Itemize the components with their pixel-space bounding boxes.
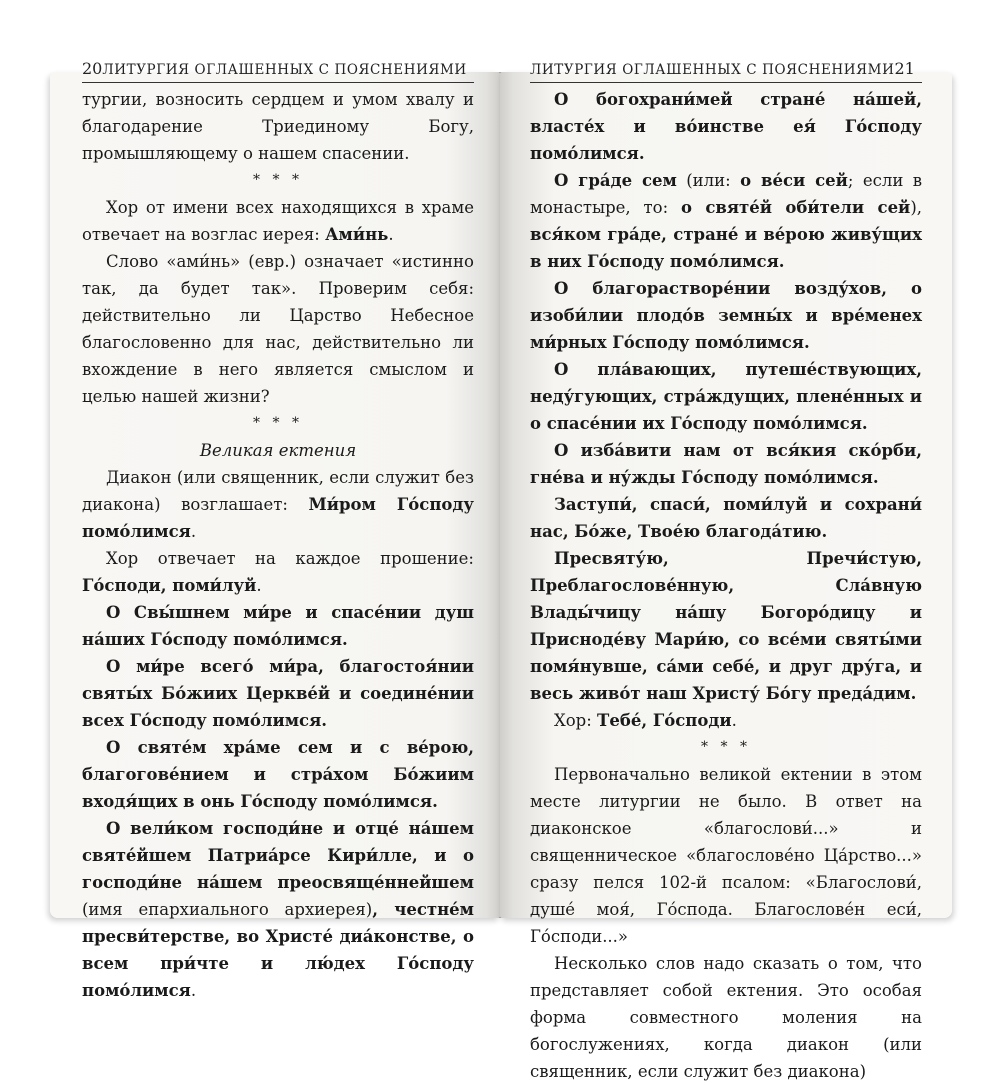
right-petition-2	[530, 167, 922, 275]
left-p7-bold: О ми́ре всего́ ми́ра, благостоя́нии святы́х Бо́жиих Церкве́й и соедине́нии всех Го́споду помо́лимся.	[82, 657, 474, 730]
right-p2-bold-e: о святе́й оби́тели сей	[680, 198, 911, 217]
left-paragraph-4	[82, 464, 474, 545]
right-page-body	[530, 86, 922, 1085]
right-p2-bold-a: О гра́де сем	[554, 171, 677, 190]
left-page-body	[82, 86, 474, 1004]
left-paragraph-5	[82, 545, 474, 599]
left-p9-note: (имя епархиального архиерея)	[82, 900, 373, 919]
right-p8-text: Хор:	[554, 711, 598, 730]
right-p8-bold: Тебе́, Го́споди	[597, 711, 732, 730]
left-p4-text: Диакон (или священник, если служит без диакона) возглашает:	[82, 468, 474, 514]
left-subheading: Великая ектения	[199, 441, 357, 460]
right-running-header	[530, 56, 922, 78]
right-paragraph-history: Первоначально великой ектении в этом месте литургии не было. В ответ на диаконское «благослови́...» и священническое «благослове́но Ца́рство...» сразу пелся 102-й псалом: «Благослови́, душе́ моя́, Го́спода. Благослове́н еси́, Го́споди...»	[530, 765, 922, 946]
right-page-number: 21	[894, 59, 915, 78]
left-p2-text: Хор от имени всех находящихся в храме отвечает на возглас иерея:	[82, 198, 474, 244]
right-p5-bold: О изба́вити нам от вся́кия ско́рби, гне́ва и ну́жды Го́споду помо́лимся.	[530, 441, 922, 487]
right-running-head: ЛИТУРГИЯ ОГЛАШЕННЫХ С ПОЯСНЕНИЯМИ	[530, 62, 895, 78]
left-page-number: 20	[82, 59, 103, 78]
left-header-rule	[82, 82, 474, 83]
left-paragraph-2	[82, 194, 474, 248]
left-p9-bold-a: О вели́ком господи́не и отце́ на́шем святе́йшем Патриа́рсе Кири́лле, и о господи́не на́шем преосвяще́ннейшем	[82, 819, 474, 892]
left-running-header	[82, 56, 474, 78]
right-p7-bold: Пресвяту́ю, Пречи́стую, Преблагослове́нную, Сла́вную Влады́чицу на́шу Богоро́дицу и Присноде́ву Мари́ю, со все́ми святы́ми помя́нувше, са́ми себе́, и друг дру́га, и весь живо́т наш Христу́ Бо́гу преда́дим.	[530, 549, 922, 703]
left-p2-amen: Ами́нь	[325, 225, 389, 244]
right-p4-bold: О пла́вающих, путеше́ствующих, неду́гующих, стра́ждущих, плене́нных и о спасе́нии их Го́споду помо́лимся.	[530, 360, 922, 433]
right-p2-bold-g: вся́ком гра́де, стране́ и ве́рою живу́щих в них Го́споду помо́лимся.	[530, 225, 922, 271]
right-petition-3	[530, 275, 922, 356]
right-petition-1	[530, 86, 922, 167]
left-p4-end: .	[190, 522, 197, 541]
left-p6-bold: О Свы́шнем ми́ре и спасе́нии душ на́ших Го́споду помо́лимся.	[82, 603, 474, 649]
right-petition-6	[530, 491, 922, 545]
right-p3-bold: О благорастворе́нии возду́хов, о изоби́лии плодо́в земны́х и вре́менех ми́рных Го́споду помо́лимся.	[530, 279, 922, 352]
left-section-break-1: * * *	[253, 172, 303, 188]
left-petition-4	[82, 815, 474, 1004]
left-page-content	[50, 59, 500, 1000]
right-petition-7	[530, 545, 922, 707]
left-p9-end: .	[190, 981, 197, 1000]
left-running-head: ЛИТУРГИЯ ОГЛАШЕННЫХ С ПОЯСНЕНИЯМИ	[102, 62, 467, 78]
right-p1-bold: О богохрани́мей стране́ на́шей, власте́х и во́инстве ея́ Го́споду помо́лимся.	[530, 90, 922, 163]
right-petition-4	[530, 356, 922, 437]
left-p5-end: .	[256, 576, 262, 595]
left-p2-end: .	[388, 225, 394, 244]
right-p2-note-a: (или:	[676, 171, 741, 190]
right-p8-end: .	[731, 711, 737, 730]
right-paragraph-ektenia: Несколько слов надо сказать о том, что представляет собой ектения. Это особая форма совместного моления на богослужениях, когда диакон (или священник, если служит без диакона)	[530, 954, 922, 1081]
right-p2-note-d: ; если в монастыре, то:	[530, 171, 923, 217]
left-p4-bold: Ми́ром Го́споду помо́лимся	[82, 495, 474, 541]
right-p6-bold: Заступи́, спаси́, поми́луй и сохрани́ нас, Бо́же, Твое́ю благода́тию.	[530, 495, 922, 541]
right-paragraph-choir	[530, 707, 922, 734]
left-paragraph-3: Слово «ами́нь» (евр.) означает «истинно так, да будет так». Проверим себя: действительно ли Царство Небесное благословенно для нас, действительно ли вхождение в него является смыслом и целью нашей жизни?	[82, 252, 474, 406]
left-paragraph-1: тургии, возносить сердцем и умом хвалу и благодарение Триединому Богу, промышляющему о нашем спасении.	[82, 90, 474, 163]
left-petition-2	[82, 653, 474, 734]
left-p5-text: Хор отвечает на каждое прошение:	[106, 549, 474, 568]
right-p2-bold-c: о ве́си сей	[740, 171, 848, 190]
left-p5-bold: Го́споди, поми́луй	[82, 576, 257, 595]
right-p2-note-f: ),	[910, 198, 922, 217]
left-petition-1	[82, 599, 474, 653]
left-section-break-2: * * *	[253, 415, 303, 431]
left-petition-3	[82, 734, 474, 815]
left-p8-bold: О святе́м хра́ме сем и с ве́рою, благогове́нием и стра́хом Бо́жиим входя́щих в онь Го́споду помо́лимся.	[82, 738, 474, 811]
right-page-content	[500, 59, 952, 1081]
right-petition-5	[530, 437, 922, 491]
right-section-break: * * *	[701, 739, 751, 755]
left-p9-bold-b: , честне́м пресви́терстве, во Христе́ диа́констве, о всем при́чте и лю́дех Го́споду помо́лимся	[82, 900, 474, 1000]
right-header-rule	[530, 82, 922, 83]
